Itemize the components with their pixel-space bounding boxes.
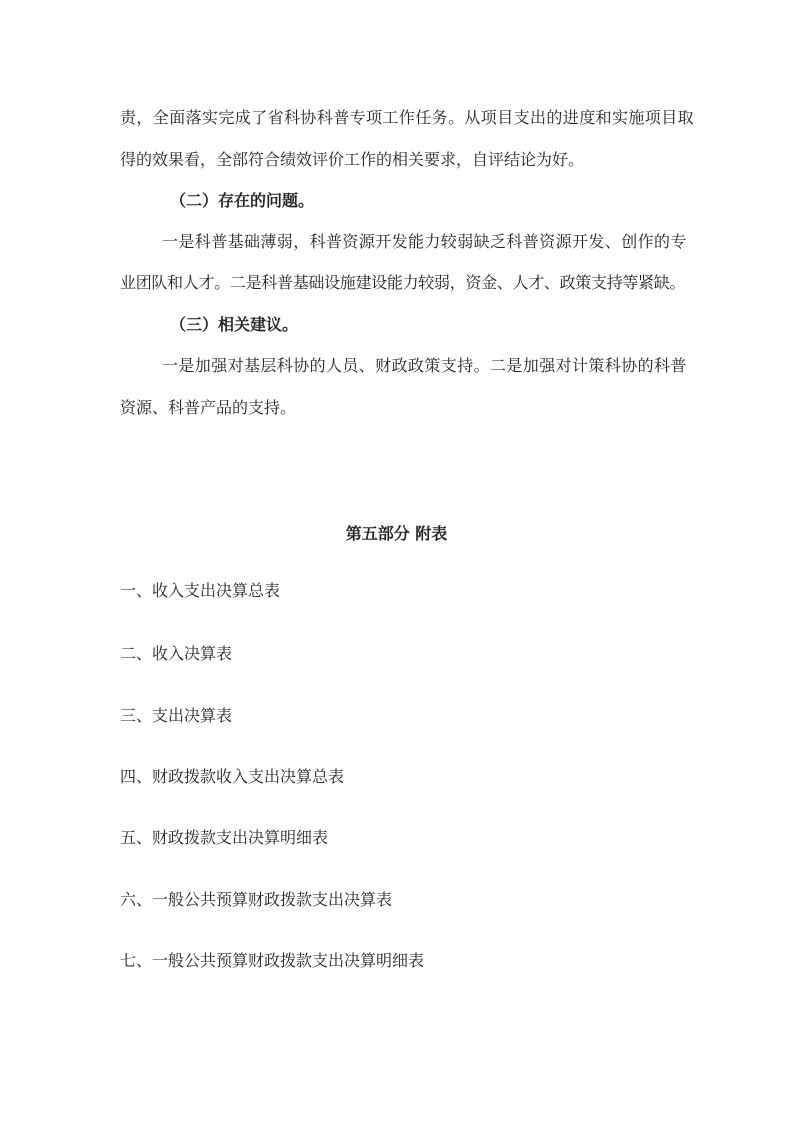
- appendix-item: 三、支出决算表: [120, 706, 233, 725]
- appendix-item: 一、收入支出决算总表: [120, 581, 281, 600]
- paragraph-2-line-2: 业团队和人才。二是科普基础设施建设能力较弱，资金、人才、政策支持等紧缺。: [120, 273, 686, 292]
- appendix-item: 七、一般公共预算财政拨款支出决算明细表: [120, 951, 425, 970]
- paragraph-3-line-1: 一是加强对基层科协的人员、财政政策支持。二是加强对计策科协的科普: [162, 356, 687, 375]
- section-heading-suggestions: （三）相关建议。: [170, 315, 299, 334]
- appendix-item: 六、一般公共预算财政拨款支出决算表: [120, 890, 393, 909]
- appendix-item: 四、财政拨款收入支出决算总表: [120, 767, 345, 786]
- paragraph-2-line-1: 一是科普基础薄弱，科普资源开发能力较弱缺乏科普资源开发、创作的专: [162, 232, 687, 251]
- section-heading-problems: （二）存在的问题。: [170, 191, 315, 210]
- part-five-title: 第五部分 附表: [345, 524, 448, 543]
- paragraph-3-line-2: 资源、科普产品的支持。: [120, 398, 297, 417]
- paragraph-1-line-2: 得的效果看，全部符合绩效评价工作的相关要求，自评结论为好。: [120, 150, 585, 169]
- appendix-item: 五、财政拨款支出决算明细表: [120, 828, 329, 847]
- paragraph-1-line-1: 责，全面落实完成了省科协科普专项工作任务。从项目支出的进度和实施项目取: [120, 108, 695, 127]
- appendix-item: 二、收入决算表: [120, 644, 233, 663]
